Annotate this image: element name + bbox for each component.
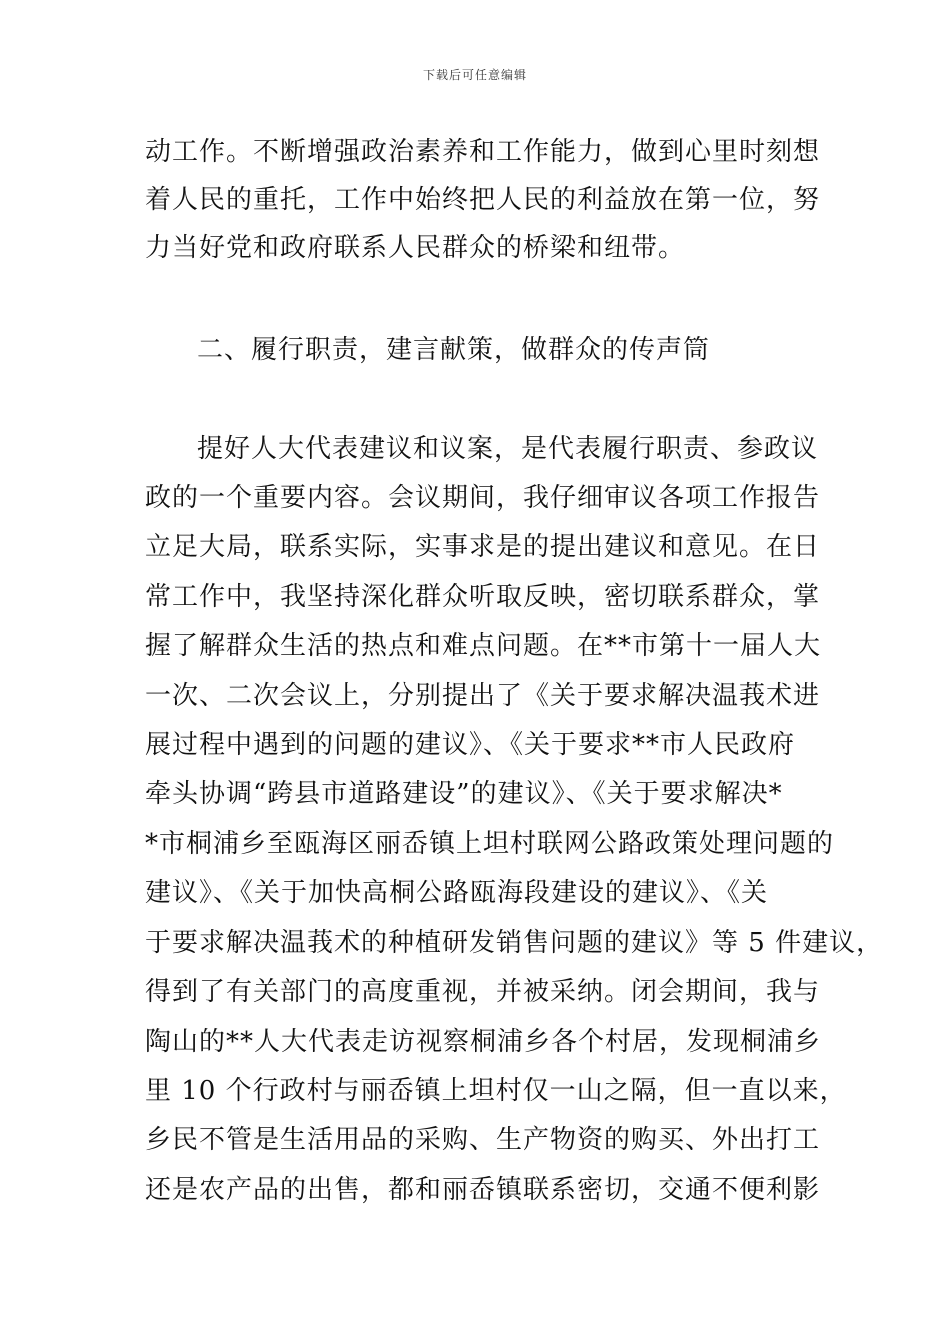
text-line: 于要求解决温莪术的种植研发销售问题的建议》等 5 件建议， [145, 928, 884, 958]
text-line: 乡民不管是生活用品的采购、生产物资的购买、外出打工 [145, 1125, 821, 1155]
text-line: 政的一个重要内容。会议期间，我仔细审议各项工作报告 [145, 483, 821, 513]
text-line: 里 10 个行政村与丽岙镇上坦村仅一山之隔，但一直以来， [145, 1076, 847, 1106]
text-line: 还是农产品的出售，都和丽岙镇联系密切，交通不便利影 [145, 1175, 821, 1205]
text-line: 着人民的重托，工作中始终把人民的利益放在第一位，努 [145, 185, 821, 215]
text-line: 展过程中遇到的问题的建议》、《关于要求**市人民政府 [145, 730, 796, 760]
text-line: 一次、二次会议上，分别提出了《关于要求解决温莪术进 [145, 681, 821, 711]
page-header: 下载后可任意编辑 [422, 68, 527, 82]
text-line: 常工作中，我坚持深化群众听取反映，密切联系群众，掌 [145, 582, 821, 612]
text-line: 牵头协调“跨县市道路建设”的建议》、《关于要求解决* [145, 779, 783, 809]
text-line: 得到了有关部门的高度重视，并被采纳。闭会期间，我与 [145, 977, 821, 1007]
text-line: 提好人大代表建议和议案，是代表履行职责、参政议 [197, 434, 819, 464]
text-line: 建议》、《关于加快高桐公路瓯海段建设的建议》、《关 [145, 878, 769, 908]
section-heading: 二、履行职责，建言献策，做群众的传声筒 [197, 335, 711, 365]
text-line: 握了解群众生活的热点和难点问题。在**市第十一届人大 [145, 631, 822, 661]
text-line: 动工作。不断增强政治素养和工作能力，做到心里时刻想 [145, 137, 821, 167]
text-line: 陶山的**人大代表走访视察桐浦乡各个村居，发现桐浦乡 [145, 1027, 822, 1057]
text-line: 力当好党和政府联系人民群众的桥梁和纽带。 [145, 233, 686, 263]
text-line: 立足大局，联系实际，实事求是的提出建议和意见。在日 [145, 532, 821, 562]
text-line: *市桐浦乡至瓯海区丽岙镇上坦村联网公路政策处理问题的 [145, 829, 835, 859]
